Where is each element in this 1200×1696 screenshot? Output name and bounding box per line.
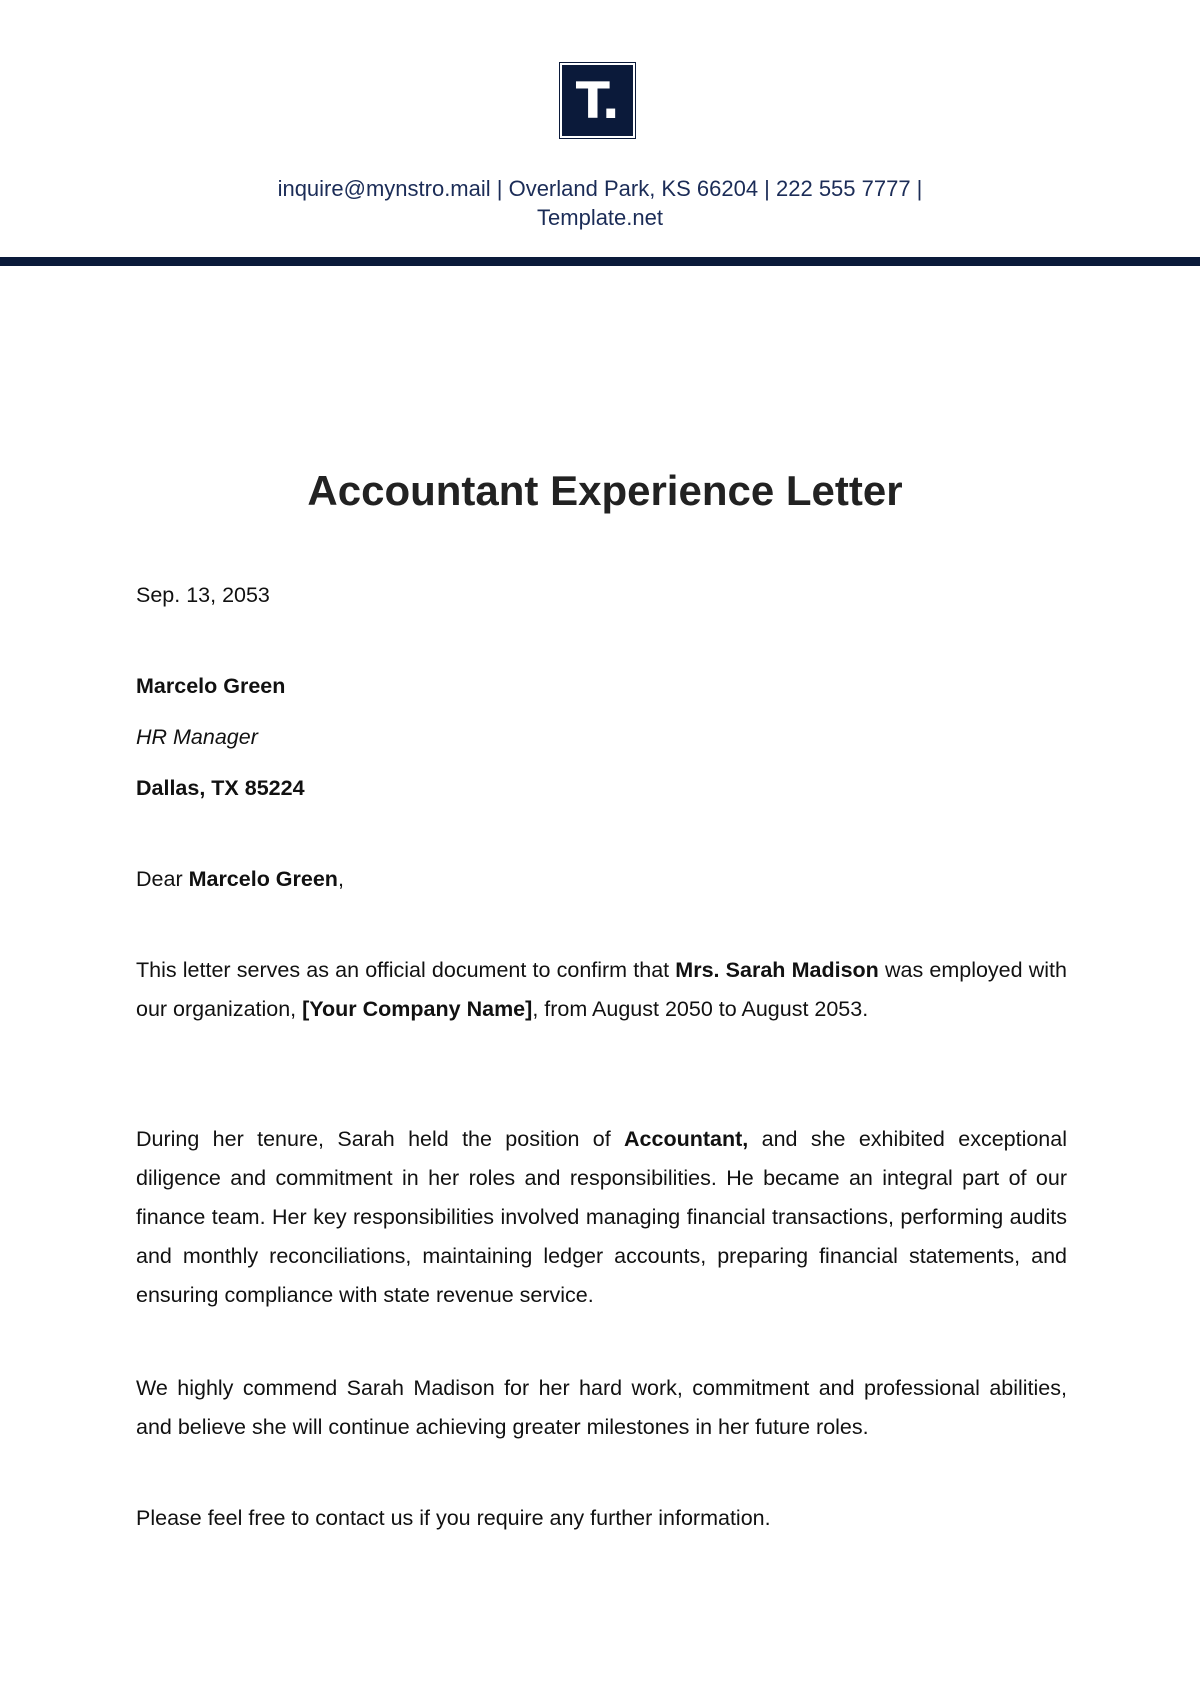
header-divider xyxy=(0,257,1200,266)
recipient-name-text: Marcelo Green xyxy=(136,674,286,698)
paragraph-responsibilities-part1: During her tenure, Sarah held the position of xyxy=(136,1127,625,1151)
paragraph-employment xyxy=(136,951,1067,1029)
paragraph-closing: Please feel free to contact us if you require any further information. xyxy=(136,1506,771,1530)
paragraph-employment-part3: , from August 2050 to August 2053. xyxy=(532,997,869,1021)
paragraph-responsibilities-part2: and she exhibited exceptional diligence and commitment in her roles and responsibilities. He became an integral part of our finance team. Her key responsibilities involved managing financial transactions, performing audits and monthly reconciliations, maintaining ledger accounts, preparing financial statements, and ensuring compliance with state revenue service. xyxy=(136,1127,1068,1307)
paragraph-commendation: We highly commend Sarah Madison for her hard work, commitment and professional abilities, and believe she will continue achieving greater milestones in her future roles. xyxy=(136,1376,1067,1439)
contact-line-2: Template.net xyxy=(537,205,663,230)
salutation-suffix: , xyxy=(337,867,344,891)
recipient-location-text: Dallas, TX 85224 xyxy=(136,776,305,800)
company-name: [Your Company Name] xyxy=(302,997,533,1021)
company-logo xyxy=(559,62,636,139)
page-title: Accountant Experience Letter xyxy=(307,467,903,514)
recipient-name xyxy=(136,667,1067,706)
recipient-location xyxy=(136,769,1067,808)
template-logo-icon: T. xyxy=(575,71,620,130)
employee-role: Accountant, xyxy=(624,1127,749,1151)
paragraph-employment-part2: was employed with our organization, xyxy=(136,958,1067,1021)
letter-date: Sep. 13, 2053 xyxy=(136,583,270,607)
contact-line-1: inquire@mynstro.mail | Overland Park, KS 66204 | 222 555 7777 | xyxy=(277,176,923,201)
contact-info xyxy=(180,174,1020,232)
salutation-prefix: Dear xyxy=(136,867,189,891)
paragraph-employment-part1: This letter serves as an official document to confirm that xyxy=(136,958,676,982)
salutation-name: Marcelo Green xyxy=(188,867,338,891)
salutation xyxy=(136,860,1067,899)
paragraph-responsibilities xyxy=(136,1120,1067,1315)
logo-background xyxy=(562,65,633,136)
recipient-position: HR Manager xyxy=(136,725,258,749)
employee-name: Mrs. Sarah Madison xyxy=(675,958,879,982)
